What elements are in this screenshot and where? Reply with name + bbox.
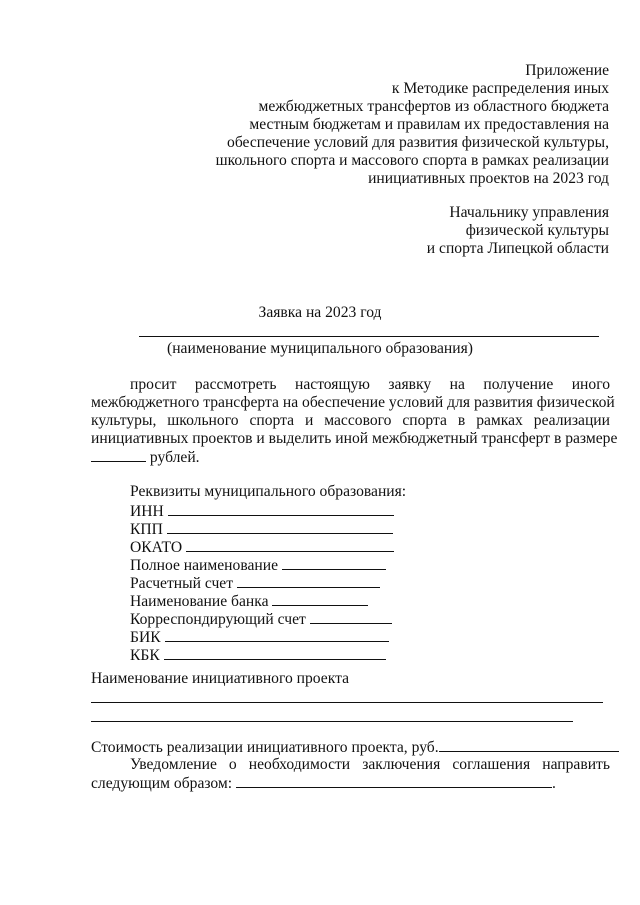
- requisite-label: КПП: [130, 521, 163, 538]
- amount-blank[interactable]: [91, 448, 146, 462]
- bank-blank[interactable]: [272, 591, 368, 606]
- project-name-blank-2[interactable]: [91, 721, 573, 722]
- full-name-blank[interactable]: [282, 555, 386, 570]
- request-line: культуры, школьного спорта и массового спорта в рамках реализации: [91, 412, 610, 429]
- amount-suffix: рублей.: [149, 449, 200, 466]
- cost-blank[interactable]: [439, 738, 619, 752]
- requisite-row-account: [130, 573, 380, 593]
- notification-blank[interactable]: [236, 774, 552, 788]
- addressee-line: физической культуры: [465, 222, 609, 239]
- requisite-row-corr-account: [130, 609, 392, 629]
- municipality-blank-line[interactable]: [139, 336, 599, 337]
- okato-blank[interactable]: [186, 537, 394, 552]
- requisite-row-okato: [130, 537, 394, 557]
- appendix-line: местным бюджетам и правилам их предоставления на: [249, 116, 609, 133]
- appendix-line: к Методике распределения иных: [391, 80, 609, 97]
- appendix-line: межбюджетных трансфертов из областного бюджета: [258, 98, 609, 115]
- requisite-label: Наименование банка: [130, 593, 269, 610]
- amount-row: [91, 448, 200, 467]
- notification-label: следующим образом:: [91, 775, 233, 792]
- project-name-label: Наименование инициативного проекта: [91, 670, 350, 687]
- request-line: инициативных проектов и выделить иной межбюджетный трансферт в размере: [91, 430, 618, 447]
- requisite-row-bik: [130, 627, 389, 647]
- requisite-label: ОКАТО: [130, 539, 183, 556]
- kpp-blank[interactable]: [167, 519, 393, 534]
- requisite-row-kpp: [130, 519, 393, 539]
- cost-label: Стоимость реализации инициативного проекта, руб.: [91, 739, 439, 756]
- request-line: межбюджетного трансферта на обеспечение условий для развития физической: [91, 394, 615, 411]
- requisite-row-inn: [130, 501, 394, 521]
- requisite-label: БИК: [130, 629, 161, 646]
- notification-line: Уведомление о необходимости заключения соглашения направить: [130, 756, 610, 773]
- requisite-label: Корреспондирующий счет: [130, 611, 306, 628]
- requisites-heading: Реквизиты муниципального образования:: [130, 483, 407, 500]
- corr-account-blank[interactable]: [310, 609, 392, 624]
- requisite-label: ИНН: [130, 503, 164, 520]
- account-blank[interactable]: [237, 573, 380, 588]
- bik-blank[interactable]: [165, 627, 389, 642]
- appendix-line: инициативных проектов на 2023 год: [368, 170, 609, 187]
- project-name-blank-1[interactable]: [91, 702, 603, 703]
- addressee-line: и спорта Липецкой области: [426, 240, 609, 257]
- notification-row: [91, 774, 556, 793]
- appendix-line: Приложение: [525, 62, 609, 79]
- requisite-row-kbk: [130, 645, 386, 665]
- municipality-caption: (наименование муниципального образования): [167, 340, 473, 357]
- requisite-label: Расчетный счет: [130, 575, 234, 592]
- request-line: просит рассмотреть настоящую заявку на получение иного: [130, 376, 610, 393]
- addressee-line: Начальнику управления: [449, 204, 609, 221]
- inn-blank[interactable]: [168, 501, 394, 516]
- requisite-row-full-name: [130, 555, 386, 575]
- cost-row: [91, 738, 619, 757]
- document-title: Заявка на 2023 год: [258, 304, 382, 321]
- period-mark: .: [552, 775, 556, 792]
- kbk-blank[interactable]: [164, 645, 386, 660]
- requisite-row-bank: [130, 591, 368, 611]
- requisite-label: КБК: [130, 647, 160, 664]
- appendix-line: школьного спорта и массового спорта в рамках реализации: [215, 152, 609, 169]
- appendix-line: обеспечение условий для развития физической культуры,: [227, 134, 609, 151]
- requisite-label: Полное наименование: [130, 557, 279, 574]
